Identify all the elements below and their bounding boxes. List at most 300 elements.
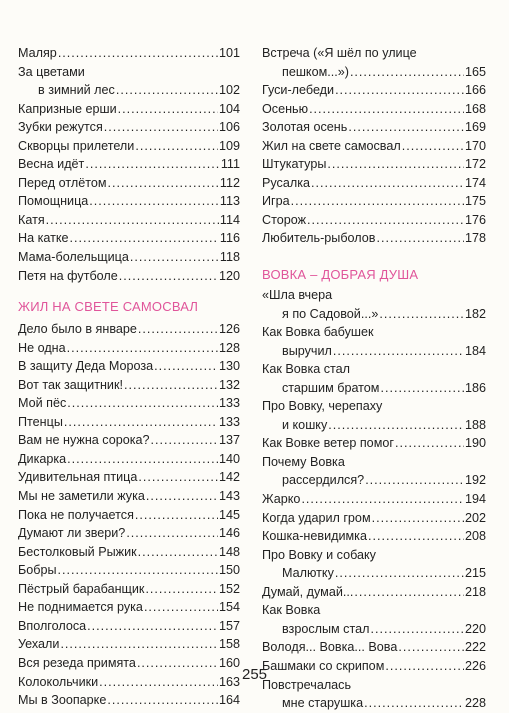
toc-entry-title: Думай, думай...: [262, 584, 354, 599]
toc-page-number: 220: [464, 621, 486, 636]
toc-entry: [262, 601, 486, 638]
toc-page-number: 150: [218, 563, 240, 578]
toc-entry-title: Птенцы: [18, 414, 63, 429]
dot-leader: [145, 580, 218, 594]
toc-entry: [18, 248, 240, 267]
dot-leader: [118, 100, 218, 114]
toc-page-number: 192: [464, 473, 486, 488]
toc-entry: [18, 118, 240, 137]
toc-entry-title: в зимний лес: [38, 83, 115, 98]
toc-entry-line: [262, 305, 486, 324]
toc-entry-line: [18, 617, 240, 636]
toc-entry: [18, 192, 240, 211]
toc-page-number: 190: [464, 436, 486, 451]
toc-entry: [262, 360, 486, 397]
toc-entry-title: Помощница: [18, 194, 89, 209]
toc-entry: [262, 211, 486, 230]
dot-leader: [138, 468, 218, 482]
toc-right-column: [262, 44, 486, 713]
dot-leader: [395, 434, 464, 448]
toc-page-number: 184: [464, 343, 486, 358]
toc-entry-line: [262, 118, 486, 137]
toc-entry-line: [18, 561, 240, 580]
toc-page-number: 218: [464, 584, 486, 599]
dot-leader: [364, 694, 464, 708]
toc-entry-line: [262, 471, 486, 490]
toc-entry: [262, 509, 486, 528]
toc-entry: [18, 487, 240, 506]
section-heading: ЖИЛ НА СВЕТЕ САМОСВАЛ: [18, 299, 199, 315]
toc-entry-title: Про Вовку и собаку: [262, 547, 376, 562]
dot-leader: [104, 118, 218, 132]
toc-entry: [262, 81, 486, 100]
toc-entry: [18, 376, 240, 395]
toc-entry: [18, 229, 240, 248]
toc-entry-title: рассердился?: [282, 473, 365, 488]
dot-leader: [144, 598, 218, 612]
toc-entry-title: Перед отлётом: [18, 175, 107, 190]
dot-leader: [126, 524, 218, 538]
toc-page-number: 113: [219, 194, 240, 209]
toc-page-number: 158: [218, 637, 240, 652]
toc-entry-line: [18, 267, 240, 286]
dot-leader: [327, 155, 464, 169]
toc-entry-line: [18, 137, 240, 156]
dot-leader: [365, 471, 464, 485]
toc-entry-title: Вам не нужна сорока?: [18, 433, 150, 448]
toc-entry: [18, 267, 240, 286]
dot-leader: [370, 620, 464, 634]
toc-entry-line: [18, 394, 240, 413]
toc-entry: [18, 635, 240, 654]
toc-entry-line: [18, 413, 240, 432]
toc-entry-line: [262, 434, 486, 453]
toc-entry: [262, 453, 486, 490]
toc-entry-title: и кошку: [282, 417, 328, 432]
dot-leader: [85, 155, 220, 169]
toc-entry: [262, 397, 486, 434]
toc-entry-title: В защиту Деда Мороза: [18, 359, 154, 374]
toc-entry-title: взрослым стал: [282, 621, 370, 636]
toc-list: [18, 44, 240, 285]
toc-entry-line: [18, 450, 240, 469]
toc-entry: [18, 506, 240, 525]
toc-entry-title: Сторож: [262, 212, 307, 227]
toc-entry-title: Малютку: [282, 566, 334, 581]
toc-entry: [262, 174, 486, 193]
toc-entry-title: Мы в Зоопарке: [18, 693, 107, 708]
toc-list: [262, 44, 486, 248]
dot-leader: [335, 81, 464, 95]
toc-entry: [18, 357, 240, 376]
toc-page-number: 169: [464, 120, 486, 135]
dot-leader: [119, 267, 218, 281]
toc-page-number: 208: [464, 529, 486, 544]
toc-entry: [18, 524, 240, 543]
toc-entry-title: Встреча («Я шёл по улице: [262, 46, 417, 60]
dot-leader: [135, 137, 218, 151]
toc-entry-title: Башмаки со скрипом: [262, 658, 385, 673]
dot-leader: [67, 339, 218, 353]
toc-page-number: 101: [218, 46, 240, 60]
toc-entry-line: [262, 453, 486, 472]
toc-entry-line: [18, 524, 240, 543]
dot-leader: [335, 564, 464, 578]
toc-page-number: 215: [464, 566, 486, 581]
toc-entry-title: Повстречалась: [262, 677, 352, 692]
toc-entry-title: мне старушка: [282, 696, 364, 711]
dot-leader: [58, 44, 218, 58]
dot-leader: [376, 229, 464, 243]
dot-leader: [116, 81, 218, 95]
toc-page-number: 226: [464, 658, 486, 673]
toc-entry-title: Штукатуры: [262, 157, 327, 172]
toc-entry-title: «Шла вчера: [262, 288, 333, 303]
dot-leader: [398, 638, 464, 652]
toc-entry-title: Вот так защитник!: [18, 377, 123, 392]
toc-entry-title: Не поднимается рука: [18, 600, 143, 615]
toc-entry-title: выручил: [282, 343, 332, 358]
toc-entry-line: [262, 397, 486, 416]
toc-entry-title: Кошка-невидимка: [262, 529, 367, 544]
toc-entry-title: Почему Вовка: [262, 454, 345, 469]
toc-entry-line: [18, 487, 240, 506]
toc-entry: [18, 155, 240, 174]
toc-page-number: 145: [218, 507, 240, 522]
toc-entry-line: [262, 342, 486, 361]
dot-leader: [107, 691, 218, 705]
toc-entry-title: Капризные ерши: [18, 101, 117, 116]
toc-page-number: 148: [218, 544, 240, 559]
toc-entry-line: [18, 506, 240, 525]
toc-entry-line: [18, 63, 240, 82]
toc-page-number: 186: [464, 380, 486, 395]
toc-entry: [18, 211, 240, 230]
toc-entry-line: [262, 81, 486, 100]
dot-leader: [124, 376, 218, 390]
toc-entry-line: [18, 543, 240, 562]
toc-entry-line: [262, 546, 486, 565]
toc-page-number: 114: [219, 212, 240, 227]
toc-entry-line: [262, 192, 486, 211]
toc-page-number: 182: [464, 306, 486, 321]
toc-page-number: 146: [218, 526, 240, 541]
toc-entry: [262, 155, 486, 174]
dot-leader: [311, 174, 464, 188]
toc-entry: [18, 431, 240, 450]
toc-entry-line: [262, 601, 486, 620]
toc-entry-line: [262, 286, 486, 305]
toc-entry: [18, 174, 240, 193]
toc-entry: [18, 339, 240, 358]
toc-entry-line: [18, 376, 240, 395]
toc-entry-title: старшим братом: [282, 380, 380, 395]
toc-entry: [18, 543, 240, 562]
toc-page-number: 133: [218, 396, 240, 411]
toc-entry: [18, 44, 240, 63]
dot-leader: [70, 229, 219, 243]
dot-leader: [60, 635, 218, 649]
toc-entry: [262, 118, 486, 137]
toc-entry-title: Любитель-рыболов: [262, 231, 376, 246]
toc-entry-line: [262, 583, 486, 602]
toc-entry-line: [262, 416, 486, 435]
toc-page-number: 228: [464, 696, 486, 711]
toc-page-number: 160: [218, 655, 240, 670]
toc-entry-line: [18, 44, 240, 63]
toc-entry-line: [262, 360, 486, 379]
dot-leader: [328, 416, 464, 430]
toc-entry-title: Как Вовка бабушек: [262, 325, 374, 340]
toc-entry-line: [18, 431, 240, 450]
toc-entry-line: [18, 118, 240, 137]
toc-page-number: 178: [464, 231, 486, 246]
toc-page-number: 142: [218, 470, 240, 485]
toc-entry: [262, 192, 486, 211]
toc-entry-line: [262, 137, 486, 156]
toc-entry: [262, 286, 486, 323]
toc-page-number: 168: [464, 101, 486, 116]
toc-entry-line: [262, 63, 486, 82]
toc-page-number: 120: [218, 268, 240, 283]
dot-leader: [64, 413, 218, 427]
toc-entry: [262, 638, 486, 657]
dot-leader: [46, 211, 219, 225]
toc-entry: [262, 527, 486, 546]
toc-list: [18, 320, 240, 709]
toc-entry-line: [18, 100, 240, 119]
toc-entry-line: [262, 379, 486, 398]
toc-entry-title: Как Вовке ветер помог: [262, 436, 394, 451]
dot-leader: [67, 450, 218, 464]
toc-entry-title: Не одна: [18, 340, 66, 355]
dot-leader: [130, 248, 219, 262]
toc-entry-title: Скворцы прилетели: [18, 138, 135, 153]
toc-entry-title: Как Вовка: [262, 603, 321, 618]
toc-entry-line: [262, 211, 486, 230]
toc-entry: [18, 137, 240, 156]
toc-entry-title: Удивительная птица: [18, 470, 138, 485]
dot-leader: [307, 211, 464, 225]
toc-entry-title: Маляр: [18, 46, 57, 60]
dot-leader: [291, 192, 464, 206]
toc-entry-line: [18, 81, 240, 100]
toc-entry: [262, 546, 486, 583]
toc-entry: [18, 394, 240, 413]
toc-entry-line: [262, 44, 486, 63]
toc-page-number: 106: [218, 120, 240, 135]
toc-entry-title: Русалка: [262, 175, 310, 190]
toc-entry-title: Золотая осень: [262, 120, 348, 135]
dot-leader: [402, 137, 464, 151]
toc-entry-title: Думают ли звери?: [18, 526, 126, 541]
toc-page-number: 109: [218, 138, 240, 153]
toc-entry: [262, 100, 486, 119]
toc-entry-line: [18, 339, 240, 358]
toc-entry-line: [18, 635, 240, 654]
toc-page-number: 166: [464, 83, 486, 98]
toc-entry-title: Уехали: [18, 637, 60, 652]
dot-leader: [58, 561, 218, 575]
toc-entry-line: [262, 564, 486, 583]
toc-entry-title: Осенью: [262, 101, 309, 116]
toc-page-number: 188: [464, 417, 486, 432]
toc-entry: [262, 323, 486, 360]
toc-entry-line: [262, 638, 486, 657]
toc-entry-line: [262, 323, 486, 342]
toc-page-number: 118: [219, 250, 240, 265]
toc-entry-line: [18, 357, 240, 376]
toc-left-column: [18, 44, 240, 710]
toc-entry: [262, 434, 486, 453]
toc-entry-title: Жил на свете самосвал: [262, 138, 401, 153]
toc-page-number: 170: [464, 138, 486, 153]
toc-entry: [18, 100, 240, 119]
toc-page-number: 157: [218, 618, 240, 633]
toc-page-number: 174: [464, 175, 486, 190]
dot-leader: [138, 320, 218, 334]
toc-entry: [18, 691, 240, 710]
dot-leader: [379, 305, 464, 319]
toc-entry-title: Как Вовка стал: [262, 362, 351, 377]
toc-entry-line: [262, 694, 486, 713]
toc-page-number: 130: [218, 359, 240, 374]
dot-leader: [380, 379, 464, 393]
toc-entry-line: [18, 211, 240, 230]
toc-entry-line: [18, 580, 240, 599]
toc-page-number: 140: [218, 451, 240, 466]
toc-page-number: 172: [464, 157, 486, 172]
dot-leader: [348, 118, 464, 132]
toc-entry-line: [262, 490, 486, 509]
toc-entry-title: Дело было в январе: [18, 322, 137, 337]
toc-page-number: 163: [218, 674, 240, 689]
toc-entry-line: [262, 509, 486, 528]
toc-page-number: 194: [464, 492, 486, 507]
toc-entry-title: Петя на футболе: [18, 268, 118, 283]
toc-entry: [18, 63, 240, 100]
toc-page-number: 112: [219, 175, 240, 190]
toc-entry-line: [262, 155, 486, 174]
toc-entry-title: За цветами: [18, 64, 85, 79]
toc-entry-line: [18, 468, 240, 487]
toc-list: [262, 286, 486, 713]
toc-page-number: 176: [464, 212, 486, 227]
toc-page-number: 154: [218, 600, 240, 615]
toc-entry-title: Вся резеда примята: [18, 655, 136, 670]
page-number: 255: [241, 666, 268, 683]
dot-leader: [138, 543, 218, 557]
toc-entry: [18, 468, 240, 487]
toc-entry: [262, 490, 486, 509]
toc-page-number: 164: [218, 693, 240, 708]
toc-page-number: 128: [218, 340, 240, 355]
toc-page-number: 102: [218, 83, 240, 98]
toc-page-number: 143: [218, 489, 240, 504]
dot-leader: [354, 583, 464, 597]
toc-entry-title: На катке: [18, 231, 69, 246]
toc-entry-title: Мой пёс: [18, 396, 67, 411]
toc-entry-title: Игра: [262, 194, 290, 209]
dot-leader: [151, 431, 218, 445]
toc-entry: [18, 320, 240, 339]
toc-entry: [18, 450, 240, 469]
toc-page-number: 132: [218, 377, 240, 392]
toc-entry-line: [262, 100, 486, 119]
toc-entry: [18, 561, 240, 580]
dot-leader: [350, 63, 464, 77]
toc-entry-title: Жарко: [262, 492, 301, 507]
toc-entry-line: [262, 620, 486, 639]
toc-entry-title: Бестолковый Рыжик: [18, 544, 137, 559]
toc-entry-title: Когда ударил гром: [262, 510, 371, 525]
dot-leader: [87, 617, 218, 631]
dot-leader: [67, 394, 218, 408]
toc-entry: [262, 229, 486, 248]
toc-entry: [18, 413, 240, 432]
dot-leader: [108, 174, 219, 188]
toc-entry: [18, 598, 240, 617]
dot-leader: [146, 487, 218, 501]
toc-page-number: 104: [218, 101, 240, 116]
section-heading: ВОВКА – ДОБРАЯ ДУША: [262, 267, 419, 283]
toc-entry-title: Мама-болельщица: [18, 250, 129, 265]
dot-leader: [372, 509, 464, 523]
toc-entry: [262, 137, 486, 156]
toc-entry: [18, 617, 240, 636]
dot-leader: [333, 342, 464, 356]
toc-page-number: 137: [218, 433, 240, 448]
dot-leader: [309, 100, 464, 114]
toc-page-number: 165: [464, 64, 486, 79]
toc-page-number: 222: [464, 640, 486, 655]
toc-page-number: 152: [218, 581, 240, 596]
toc-entry-line: [18, 320, 240, 339]
dot-leader: [89, 192, 219, 206]
toc-entry-title: Пока не получается: [18, 507, 134, 522]
toc-entry-title: Мы не заметили жука: [18, 489, 145, 504]
toc-entry-title: Пёстрый барабанщик: [18, 581, 145, 596]
toc-page-number: 116: [219, 231, 240, 246]
toc-entry-line: [18, 248, 240, 267]
dot-leader: [301, 490, 464, 504]
toc-entry-title: Дикарка: [18, 451, 67, 466]
toc-entry-line: [18, 192, 240, 211]
toc-page-number: 126: [218, 322, 240, 337]
toc-entry-title: Гуси-лебеди: [262, 83, 335, 98]
toc-page-number: 202: [464, 510, 486, 525]
toc-entry-line: [18, 598, 240, 617]
toc-entry-line: [262, 229, 486, 248]
toc-entry-line: [18, 174, 240, 193]
toc-entry-line: [262, 527, 486, 546]
toc-entry: [262, 583, 486, 602]
toc-entry-title: Бобры: [18, 563, 57, 578]
toc-page-number: 133: [218, 414, 240, 429]
dot-leader: [368, 527, 464, 541]
toc-entry-title: Володя... Вовка... Вова: [262, 640, 398, 655]
toc-page-number: 175: [464, 194, 486, 209]
dot-leader: [135, 506, 218, 520]
toc-entry-line: [18, 155, 240, 174]
toc-entry-title: Про Вовку, черепаху: [262, 399, 383, 414]
toc-entry-line: [262, 174, 486, 193]
toc-entry-title: Катя: [18, 212, 45, 227]
toc-entry-title: Зубки режутся: [18, 120, 103, 135]
toc-entry-title: Вполголоса: [18, 618, 87, 633]
toc-entry-title: Весна идёт: [18, 157, 85, 172]
toc-entry-title: Колокольчики: [18, 674, 99, 689]
